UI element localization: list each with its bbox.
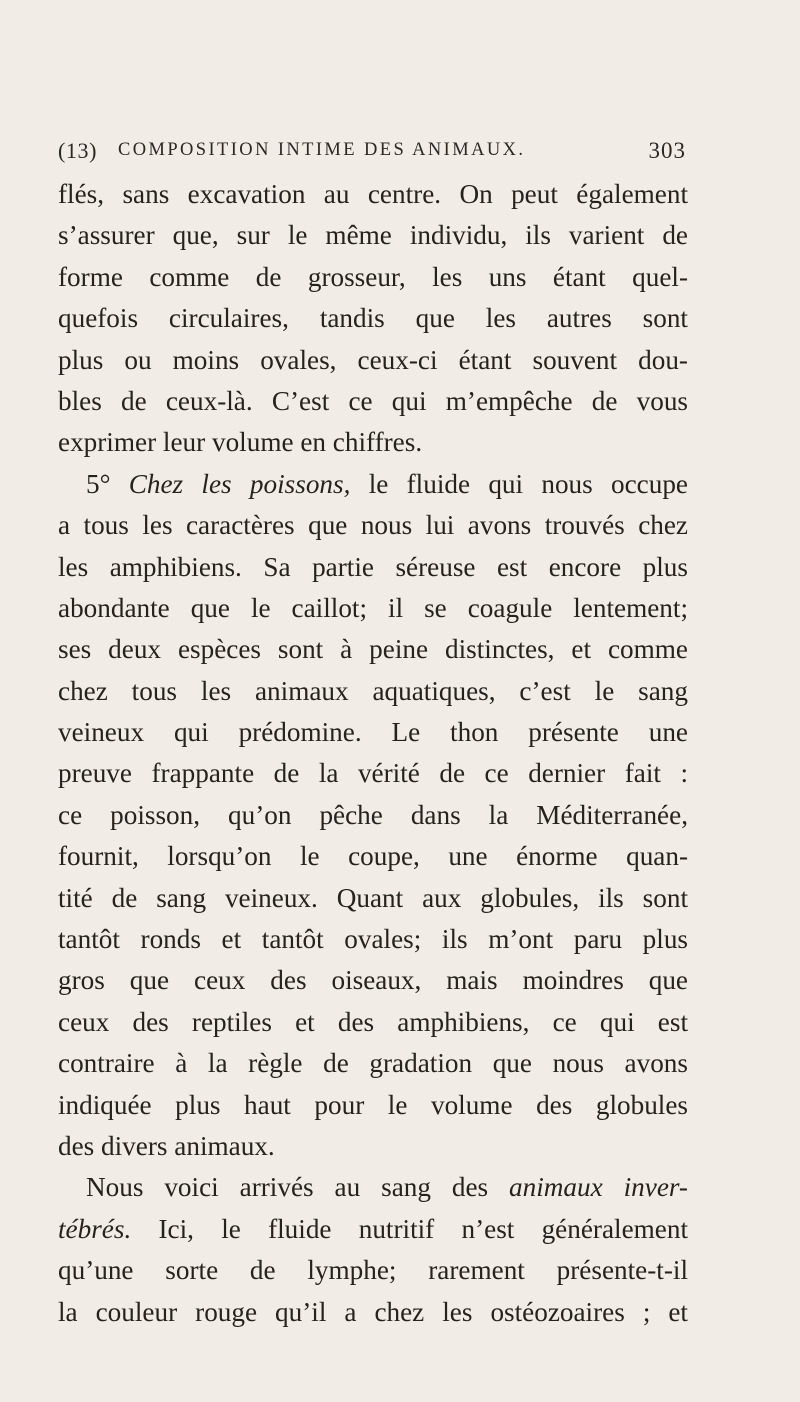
italic-text: tébrés. (58, 1213, 132, 1244)
text-line (58, 464, 688, 505)
text-run: contraire à la règle de gradation que nous avons (58, 1048, 688, 1079)
italic-text: Chez les poissons, (128, 468, 351, 499)
text-run: veineux qui prédomine. Le thon présente une (58, 717, 688, 748)
text-run: gros que ceux des oiseaux, mais moindres que (58, 965, 688, 996)
text-run: des divers animaux. (58, 1130, 275, 1161)
text-line (58, 422, 688, 463)
text-run: plus ou moins ovales, ceux-ci étant souvent dou- (58, 344, 688, 375)
text-line (58, 1043, 688, 1084)
text-line (58, 547, 688, 588)
text-line (58, 671, 688, 712)
text-run: abondante que le caillot; il se coagule lentement; (58, 592, 688, 623)
text-run: les amphibiens. Sa partie séreuse est encore plus (58, 551, 688, 582)
text-line (58, 588, 688, 629)
text-line (58, 712, 688, 753)
text-run: exprimer leur volume en chiffres. (58, 427, 423, 458)
text-run: ce poisson, qu’on pêche dans la Méditerranée, (58, 799, 688, 830)
text-run: s’assurer que, sur le même individu, ils varient de (58, 220, 688, 251)
text-run: qu’une sorte de lymphe; rarement présente-t-il (58, 1255, 688, 1286)
section-marker: (13) (58, 138, 98, 163)
text-run: preuve frappante de la vérité de ce dernier fait : (58, 758, 688, 789)
body-text (58, 174, 688, 1333)
text-run: fournit, lorsqu’on le coupe, une énorme quan- (58, 841, 688, 872)
text-line (58, 960, 688, 1001)
text-line (58, 340, 688, 381)
text-run: Ici, le fluide nutritif n’est généralement (131, 1213, 688, 1244)
text-line (58, 174, 688, 215)
text-run: a tous les caractères que nous lui avons trouvés chez (58, 510, 688, 541)
text-line (58, 381, 688, 422)
text-line (58, 215, 688, 256)
text-run: ceux des reptiles et des amphibiens, ce qui est (58, 1006, 688, 1037)
text-line (58, 505, 688, 546)
text-run: tantôt ronds et tantôt ovales; ils m’ont paru plus (58, 924, 688, 955)
text-line (58, 1292, 688, 1333)
text-run: bles de ceux-là. C’est ce qui m’empêche de vous (58, 385, 688, 416)
text-line (58, 257, 688, 298)
text-run: chez tous les animaux aquatiques, c’est le sang (58, 675, 688, 706)
text-line (58, 878, 688, 919)
text-run: la couleur rouge qu’il a chez les ostéozoaires ; et (58, 1296, 688, 1327)
running-header (58, 138, 686, 174)
text-run: flés, sans excavation au centre. On peut également (58, 179, 688, 209)
text-run: ses deux espèces sont à peine distinctes, et comme (58, 634, 688, 665)
text-run: quefois circulaires, tandis que les autres sont (58, 303, 688, 334)
text-run: indiquée plus haut pour le volume des globules (58, 1089, 688, 1120)
text-line (58, 1085, 688, 1126)
text-line (58, 753, 688, 794)
text-run: tité de sang veineux. Quant aux globules, ils sont (58, 882, 688, 913)
running-title: COMPOSITION INTIME DES ANIMAUX. (118, 140, 526, 160)
text-line (58, 1209, 688, 1250)
text-line (58, 298, 688, 339)
text-line (58, 1126, 688, 1167)
text-line (58, 919, 688, 960)
text-run: le fluide qui nous occupe (350, 468, 689, 499)
italic-text: animaux inver- (509, 1172, 688, 1203)
text-line (58, 836, 688, 877)
text-run: Nous voici arrivés au sang des (86, 1172, 510, 1203)
page-number: 303 (648, 138, 686, 163)
text-run: forme comme de grosseur, les uns étant quel- (58, 261, 688, 292)
text-line (58, 1167, 688, 1208)
text-line (58, 629, 688, 670)
text-line (58, 795, 688, 836)
text-run: 5° (86, 468, 129, 499)
text-line (58, 1002, 688, 1043)
text-line (58, 1250, 688, 1291)
